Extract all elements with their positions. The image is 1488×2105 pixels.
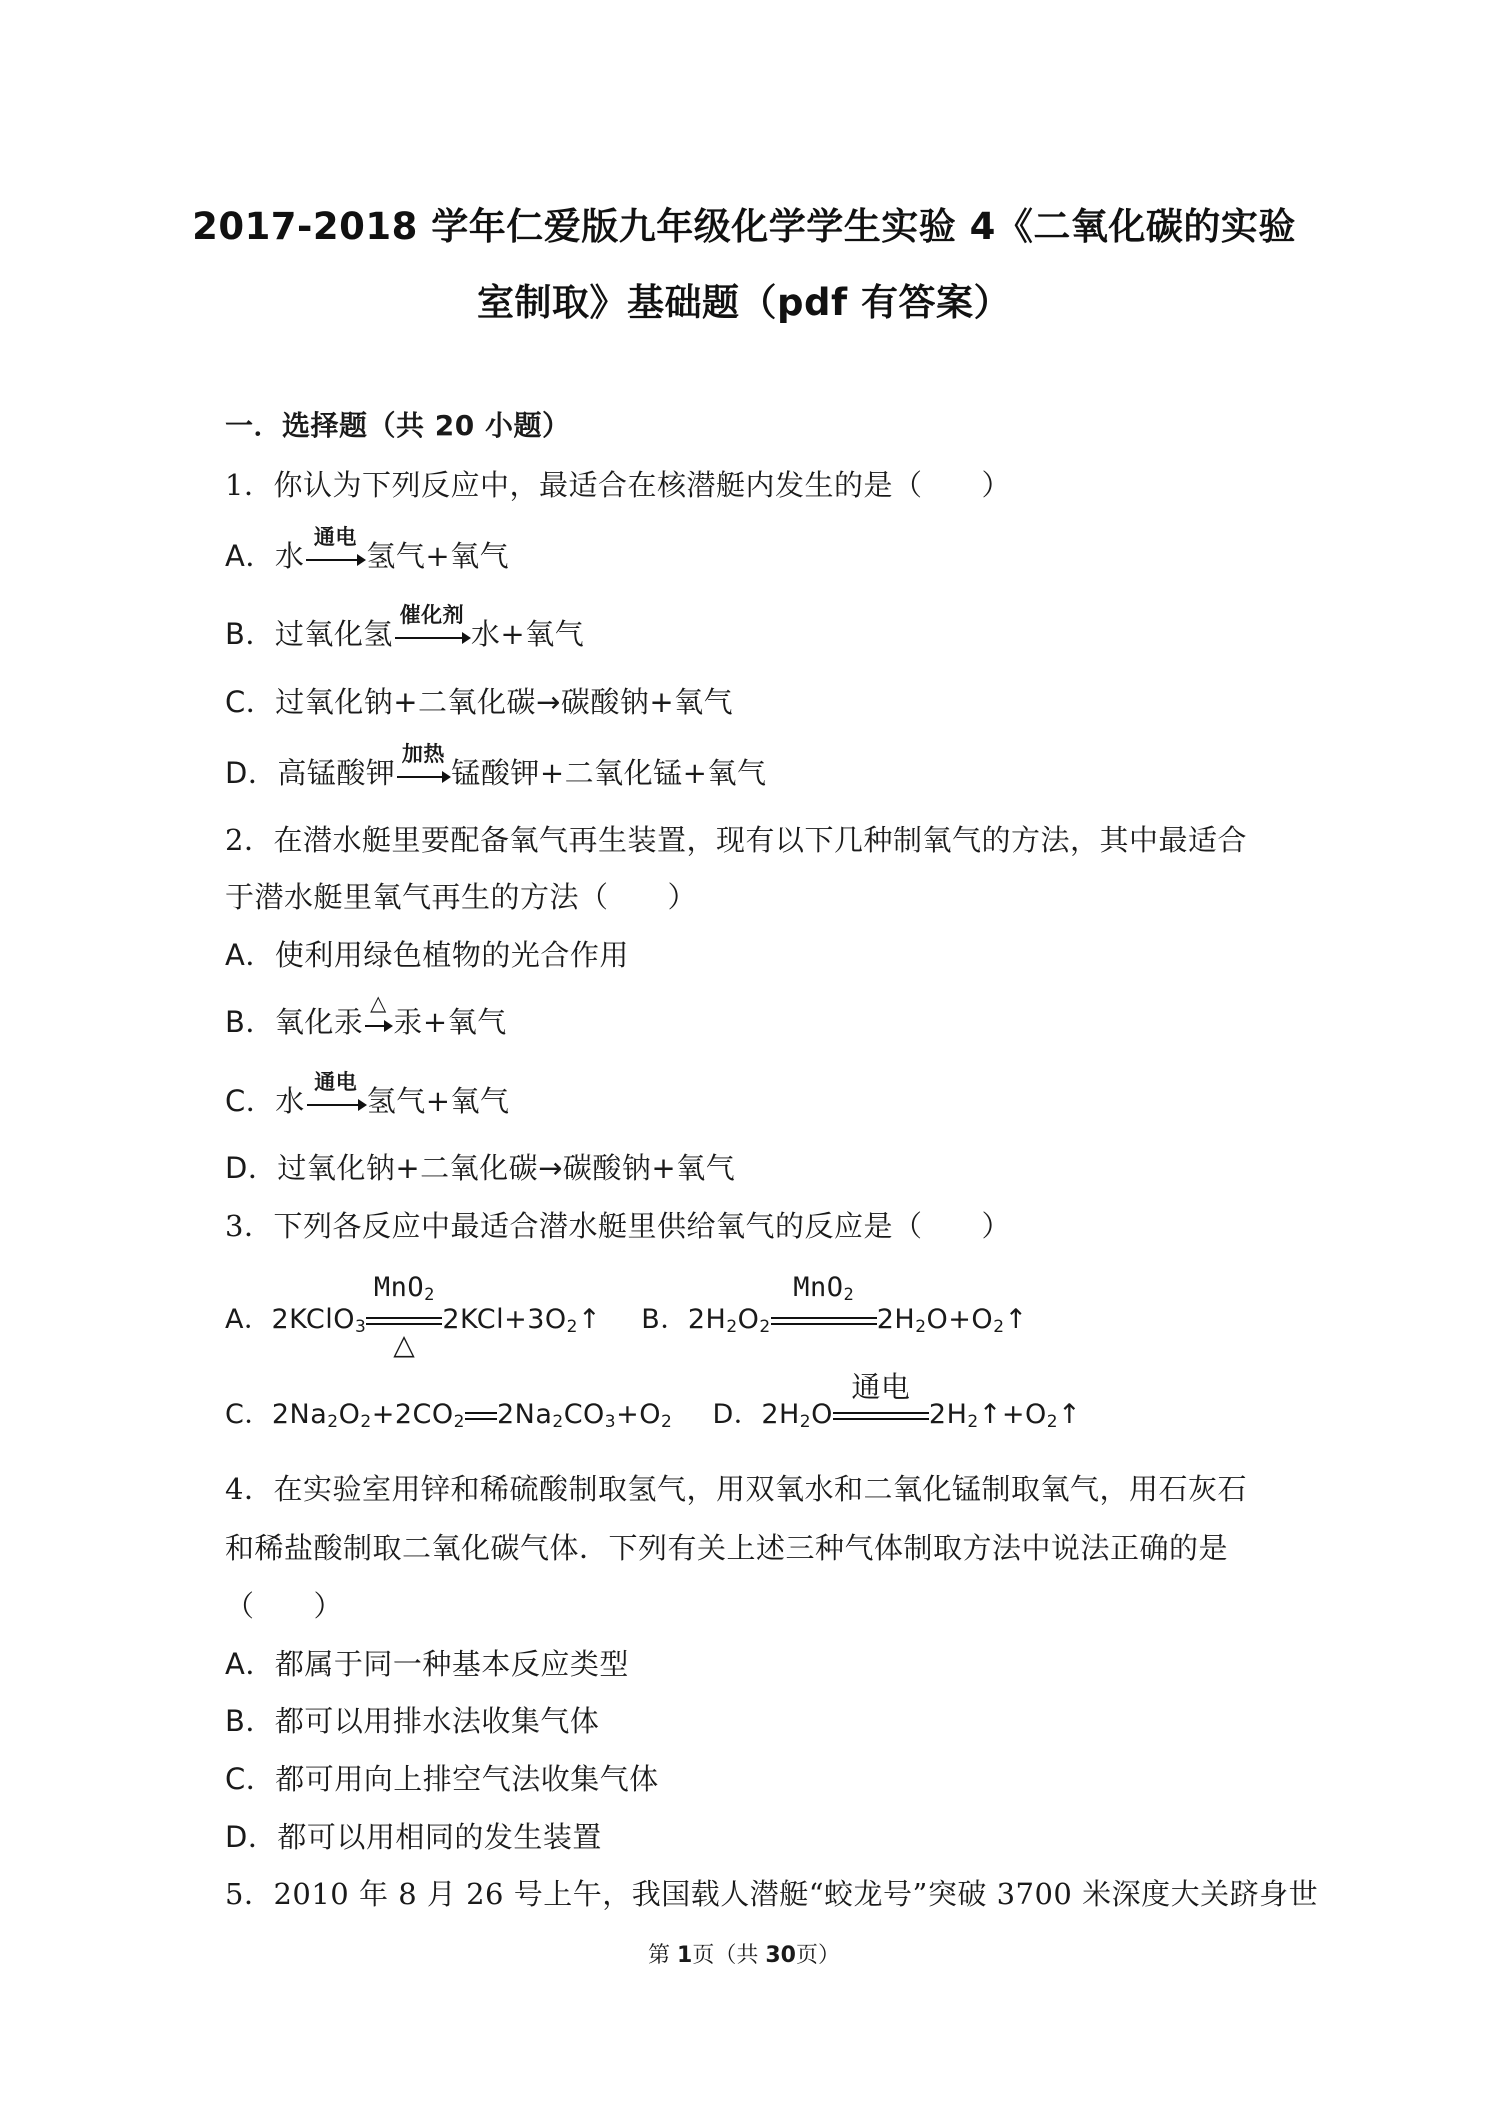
catalyst-text: MnO — [793, 1271, 844, 1303]
equation-b-right: $2H_2O+O_2↑$ — [876, 1304, 1028, 1337]
option-d-label: D． — [712, 1399, 762, 1430]
formula-text: 2Na — [271, 1399, 328, 1430]
option-c-suffix: 氢气+氧气 — [366, 1084, 510, 1118]
equation-c-left: $2Na_2O_2+2CO_2$ — [271, 1399, 465, 1432]
equation-condition — [366, 1271, 442, 1361]
electrolysis-label: 通电 — [851, 1369, 911, 1404]
question-2-option-d: D．过氧化钠+二氧化碳→碳酸钠+氧气 — [225, 1151, 736, 1185]
reaction-arrow — [304, 525, 366, 573]
catalyst-text: MnO — [373, 1271, 425, 1303]
question-2-option-b — [225, 991, 507, 1041]
equation-equals — [465, 1401, 497, 1431]
option-d-suffix: 锰酸钾+二氧化锰+氧气 — [451, 756, 767, 790]
reaction-arrow — [395, 742, 451, 790]
formula-text: 2KClO — [271, 1304, 355, 1335]
equation-a-left: 2KClO$_3$ — [271, 1304, 367, 1337]
question-4-stem-line-3: （ ） — [225, 1589, 344, 1623]
equation-condition — [833, 1369, 929, 1431]
catalyst-label: MnO$_2$ — [373, 1271, 435, 1305]
question-3-stem: 3．下列各反应中最适合潜水艇里供给氧气的反应是（ ） — [225, 1209, 1011, 1243]
formula-text: 2H — [761, 1399, 800, 1430]
question-4-stem-line-1: 4．在实验室用锌和稀硫酸制取氢气，用双氧水和二氧化锰制取氧气，用石灰石 — [225, 1472, 1247, 1506]
question-1-stem: 1．你认为下列反应中，最适合在核潜艇内发生的是（ ） — [225, 468, 1011, 502]
reaction-arrow — [363, 991, 393, 1039]
question-3-options-a-b — [225, 1271, 1028, 1361]
equation-c-right: $2Na_2CO_3+O_2$ — [496, 1399, 673, 1432]
question-4-option-c: C．都可用向上排空气法收集气体 — [225, 1762, 659, 1796]
option-b-suffix: 汞+氧气 — [393, 1005, 507, 1039]
equation-d-left: $2H_2O$ — [761, 1399, 833, 1432]
option-b-suffix: 水+氧气 — [470, 617, 585, 651]
question-1-option-b — [225, 603, 585, 653]
formula-text: 2H — [876, 1304, 916, 1335]
question-4-option-d: D．都可以用相同的发生装置 — [225, 1820, 602, 1854]
formula-text: 2H — [687, 1304, 727, 1335]
heat-symbol: △ — [393, 1327, 416, 1361]
footer-prefix: 第 — [648, 1943, 678, 1968]
document-title-line-1: 2017-2018 学年仁爱版九年级化学学生实验 4《二氧化碳的实验 — [192, 205, 1296, 248]
option-d-prefix: D．高锰酸钾 — [225, 756, 396, 790]
equation-b-left: $2H_2O_2$ — [687, 1304, 771, 1337]
reaction-condition: 通电 — [313, 525, 357, 549]
question-4-option-a: A．都属于同一种基本反应类型 — [225, 1647, 629, 1681]
question-1-option-d — [225, 742, 767, 792]
option-b-label: B． — [641, 1304, 688, 1335]
reaction-condition: △ — [370, 991, 387, 1015]
question-4-option-b: B．都可以用排水法收集气体 — [225, 1704, 600, 1738]
question-1-option-c: C．过氧化钠+二氧化碳→碳酸钠+氧气 — [225, 685, 734, 719]
question-2-stem-line-1: 2．在潜水艇里要配备氧气再生装置，现有以下几种制氧气的方法，其中最适合 — [225, 823, 1247, 857]
option-a-prefix: A．水 — [225, 539, 305, 573]
option-a-suffix: 氢气+氧气 — [366, 539, 510, 573]
equation-condition — [771, 1271, 877, 1336]
equation-d-right: $2H_2↑+O_2↑$ — [928, 1399, 1082, 1432]
question-4-stem-line-2: 和稀盐酸制取二氧化碳气体．下列有关上述三种气体制取方法中说法正确的是 — [225, 1531, 1229, 1565]
page-number: 1 — [677, 1943, 693, 1968]
section-heading: 一．选择题（共 20 小题） — [225, 409, 571, 442]
equation-a-right: $2KCl+3O_2↑$ — [442, 1304, 602, 1337]
total-pages: 30 — [765, 1943, 796, 1968]
question-2-option-a: A．使利用绿色植物的光合作用 — [225, 938, 629, 972]
reaction-condition: 加热 — [401, 742, 445, 766]
question-2-option-c — [225, 1070, 510, 1120]
question-2-stem-line-2: 于潜水艇里氧气再生的方法（ ） — [225, 880, 698, 914]
formula-text: 2KCl+3O — [442, 1304, 567, 1335]
formula-text: 2H — [928, 1399, 968, 1430]
question-5-stem-line-1: 5．2010 年 8 月 26 号上午，我国载人潜艇“蛟龙号”突破 3700 米深度大关跻身世 — [225, 1877, 1319, 1911]
catalyst-label: MnO$_2$ — [793, 1271, 855, 1305]
formula-text: 2Na — [496, 1399, 553, 1430]
option-b-prefix: B．氧化汞 — [225, 1005, 364, 1039]
option-c-label: C． — [225, 1399, 272, 1430]
question-3-options-c-d — [225, 1369, 1082, 1432]
question-1-option-a — [225, 525, 510, 575]
option-a-label: A． — [225, 1304, 272, 1335]
reaction-condition: 通电 — [314, 1070, 358, 1094]
option-c-prefix: C．水 — [225, 1084, 305, 1118]
footer-middle: 页（共 — [692, 1943, 766, 1968]
reaction-condition: 催化剂 — [399, 603, 465, 627]
option-b-prefix: B．过氧化氢 — [225, 617, 393, 651]
reaction-arrow — [305, 1070, 367, 1118]
document-title-line-2: 室制取》基础题（pdf 有答案） — [477, 281, 1011, 324]
page-footer — [0, 1938, 1488, 1969]
footer-suffix: 页） — [795, 1943, 840, 1968]
reaction-arrow — [393, 603, 471, 651]
